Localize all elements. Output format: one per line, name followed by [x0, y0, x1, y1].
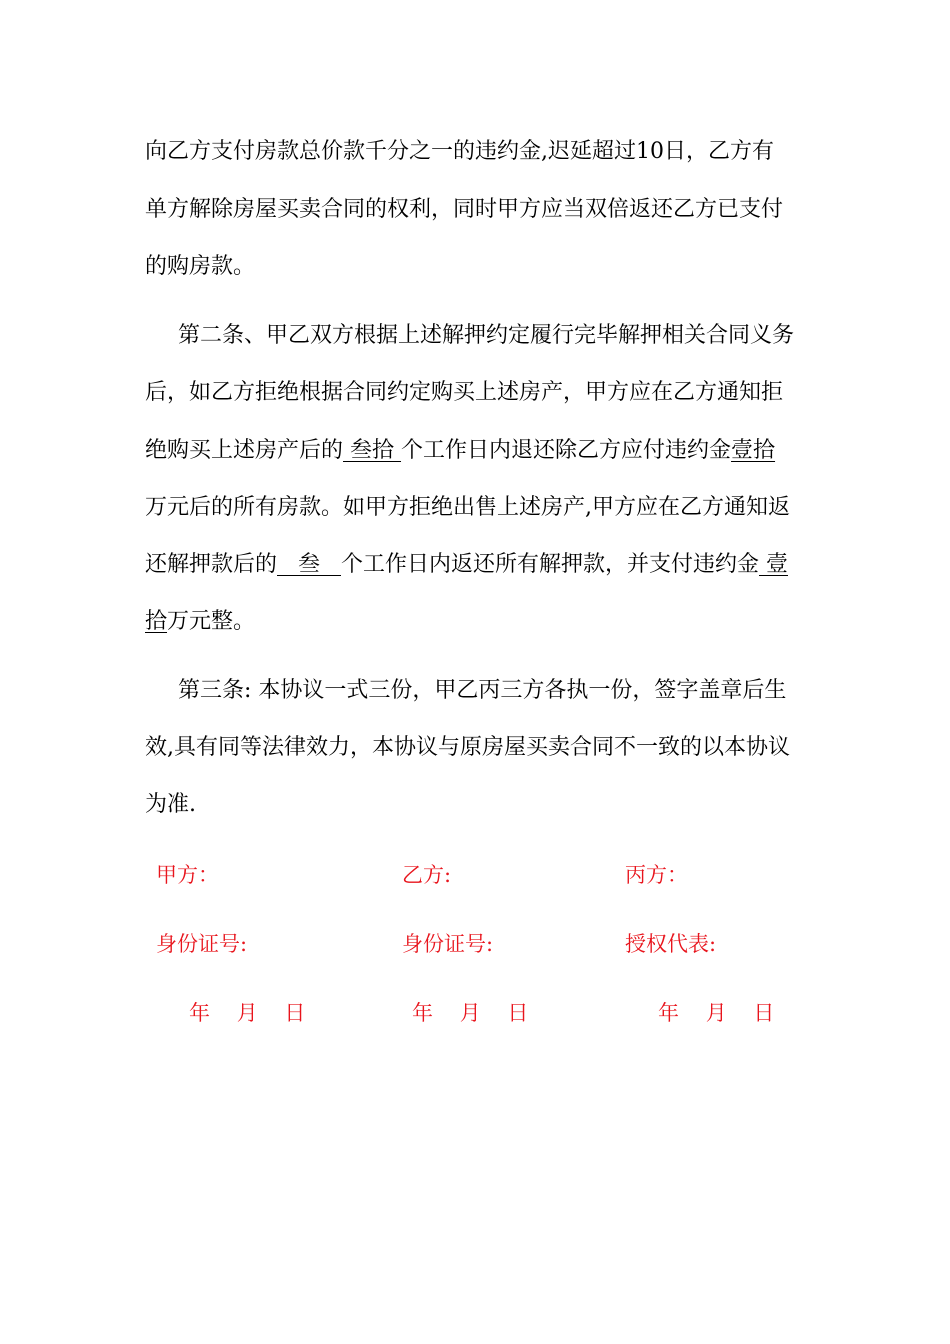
paragraph-1-line-2: 单方解除房屋买卖合同的权利，同时甲方应当双倍返还乙方已支付: [145, 197, 784, 222]
paragraph-1-line-3: 的购房款。: [145, 254, 256, 279]
article-2-line-1: 第二条、甲乙双方根据上述解押约定履行完毕解押相关合同义务: [178, 323, 795, 348]
paragraph-1-line-1: 向乙方支付房款总价款千分之一的违约金,迟延超过10日，乙方有: [145, 139, 774, 164]
party-c-date: 年 月 日: [658, 1001, 775, 1025]
party-a-date: 年 月 日: [189, 1001, 306, 1025]
party-c-label: 丙方：: [625, 863, 688, 887]
party-c-authorized-rep-label: 授权代表:: [625, 932, 717, 956]
article-2-line-2: 后，如乙方拒绝根据合同约定购买上述房产，甲方应在乙方通知拒: [145, 380, 784, 405]
article-2-text: 还解押款后的: [145, 552, 278, 577]
article-2-text: 万元整。: [167, 609, 256, 634]
party-a-id-label: 身份证号:: [156, 932, 248, 956]
article-2-line-3: [145, 436, 775, 466]
article-2-line-5: [145, 550, 788, 580]
article-2-text: 个工作日内返还所有解押款，并支付违约金: [340, 552, 759, 577]
article-2-line-4: 万元后的所有房款。如甲方拒绝出售上述房产,甲方应在乙方通知返: [145, 495, 790, 520]
article-2-text: 个工作日内退还除乙方应付违约金: [401, 438, 732, 463]
party-b-id-label: 身份证号:: [402, 932, 494, 956]
penalty-amount-blank: 壹: [759, 552, 788, 577]
return-days-blank: 叁: [277, 552, 341, 577]
article-2-text: 绝购买上述房产后的: [145, 438, 344, 463]
article-2-line-6: [145, 607, 255, 637]
article-3-line-1: 第三条: 本协议一式三份，甲乙丙三方各执一份，签字盖章后生: [178, 678, 787, 703]
penalty-amount-blank: 壹拾: [731, 438, 776, 463]
penalty-amount-blank: 拾: [145, 609, 168, 634]
party-b-date: 年 月 日: [412, 1001, 529, 1025]
party-b-label: 乙方:: [402, 863, 452, 887]
party-a-label: 甲方：: [156, 863, 219, 887]
article-3-line-3: 为准.: [145, 792, 196, 817]
refund-days-blank: 叁拾: [343, 438, 402, 463]
article-3-line-2: 效,具有同等法律效力，本协议与原房屋买卖合同不一致的以本协议: [145, 735, 790, 760]
